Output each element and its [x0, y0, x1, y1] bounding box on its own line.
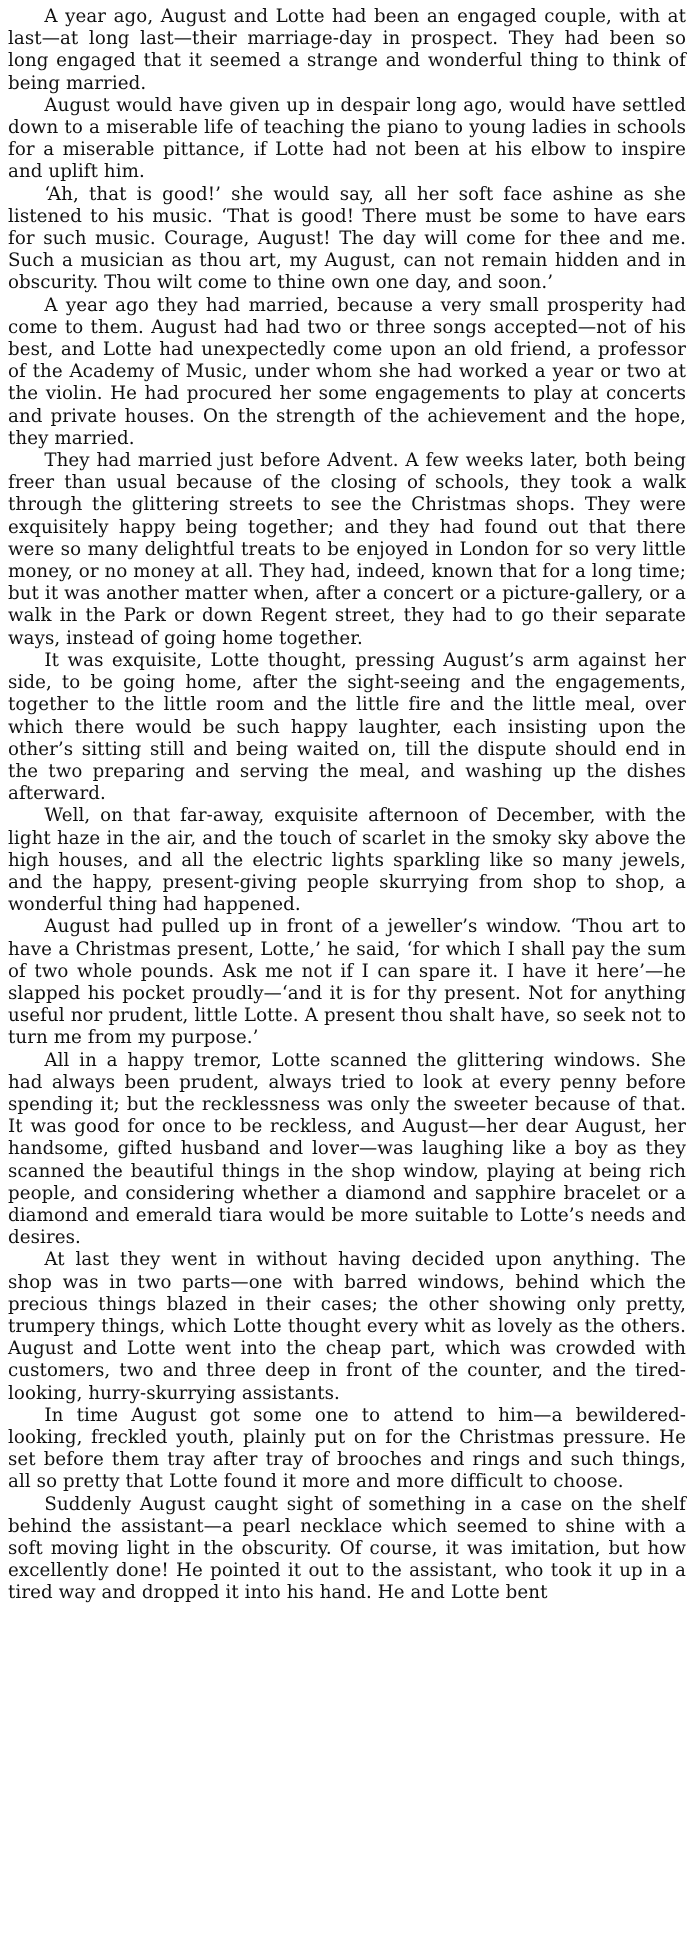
paragraph-5: They had married just before Advent. A few weeks later, both being freer than usual because of the closing of schools, they took a walk through the glittering streets to see the Christmas shops. They were exquisitely happy being together; and they had found out that there were so many delightful treats to be enjoyed in London for so very little money, or no money at all. They had, indeed, known that for a long time; but it was another matter when, after a concert or a picture-gallery, or a walk in the Park or down Regent street, they had to go their separate ways, instead of going home together.: [8, 450, 686, 649]
paragraph-10: At last they went in without having decided upon anything. The shop was in two parts—one with barred windows, behind which the precious things blazed in their cases; the other showing only pretty, trumpery things, which Lotte thought every whit as lovely as the others. August and Lotte went into the cheap part, which was crowded with customers, two and three deep in front of the counter, and the tired-looking, hurry-skurrying assistants.: [8, 1249, 686, 1404]
paragraph-6: It was exquisite, Lotte thought, pressing August’s arm against her side, to be going home, after the sight-seeing and the engagements, together to the little room and the little fire and the little meal, over which there would be such happy laughter, each insisting upon the other’s sitting still and being waited on, till the dispute should end in the two preparing and serving the meal, and washing up the dishes afterward.: [8, 649, 686, 805]
paragraph-12: Suddenly August caught sight of something in a case on the shelf behind the assistant—a pearl necklace which seemed to shine with a soft moving light in the obscurity. Of course, it was imitation, but how excellently done! He pointed it out to the assistant, who took it up in a tired way and dropped it into his hand. He and Lotte bent: [8, 1493, 686, 1604]
paragraph-4: A year ago they had married, because a very small prosperity had come to them. August had had two or three songs accepted—not of his best, and Lotte had unexpectedly come upon an old friend, a professor of the Academy of Music, under whom she had worked a year or two at the violin. He had procured her some engagements to play at concerts and private houses. On the strength of the achievement and the hope, they married.: [8, 294, 686, 449]
paragraph-3: ‘Ah, that is good!’ she would say, all her soft face ashine as she listened to his music. ‘That is good! There must be some to have ears for such music. Courage, August! The day will come for thee and me. Such a musician as thou art, my August, can not remain hidden and in obscurity. Thou wilt come to thine own one day, and soon.’: [8, 183, 686, 294]
paragraph-7: Well, on that far-away, exquisite afternoon of December, with the light haze in the air, and the touch of scarlet in the smoky sky above the high houses, and all the electric lights sparkling like so many jewels, and the happy, present-giving people skurrying from shop to shop, a wonderful thing had happened.: [8, 805, 686, 916]
paragraph-1: A year ago, August and Lotte had been an engaged couple, with at last—at long last—their marriage-day in prospect. They had been so long engaged that it seemed a strange and wonderful thing to think of being married.: [8, 6, 686, 94]
paragraph-9: All in a happy tremor, Lotte scanned the glittering windows. She had always been prudent, always tried to look at every penny before spending it; but the recklessness was only the sweeter because of that. It was good for once to be reckless, and August—her dear August, her handsome, gifted husband and lover—was laughing like a boy as they scanned the beautiful things in the shop window, playing at being rich people, and considering whether a diamond and sapphire bracelet or a diamond and emerald tiara would be more suitable to Lotte’s needs and desires.: [8, 1049, 686, 1249]
paragraph-8: August had pulled up in front of a jeweller’s window. ‘Thou art to have a Christmas present, Lotte,’ he said, ‘for which I shall pay the sum of two whole pounds. Ask me not if I can spare it. I have it here’—he slapped his pocket proudly—‘and it is for thy present. Not for anything useful nor prudent, little Lotte. A present thou shalt have, so seek not to turn me from my purpose.’: [8, 916, 686, 1049]
paragraph-11: In time August got some one to attend to him—a bewildered-looking, freckled youth, plainly put on for the Christmas pressure. He set before them tray after tray of brooches and rings and such things, all so pretty that Lotte found it more and more difficult to choose.: [8, 1404, 686, 1493]
paragraph-2: August would have given up in despair long ago, would have settled down to a miserable life of teaching the piano to young ladies in schools for a miserable pittance, if Lotte had not been at his elbow to inspire and uplift him.: [8, 94, 686, 183]
